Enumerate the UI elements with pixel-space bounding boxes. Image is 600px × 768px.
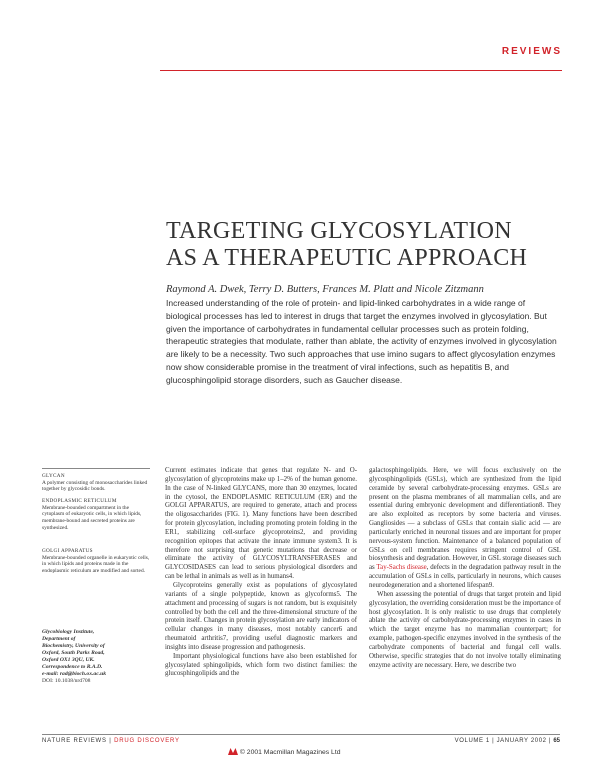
article-title	[166, 218, 566, 272]
glossary-definition: A polymer consisting of monosaccharides linked together by glycosidic bonds.	[42, 479, 148, 493]
paragraph: Glycoproteins generally exist as populations of glycosylated variants of a single polypeptide, known as glycoforms5. The attachment and processing of sugars is not random, but is exquisitely controlled by both the cell and the three-dimensional structure of the protein itself. Changes in protein glycosylation are early indicators of cellular changes in many diseases, most notably cancer6 and rheumatoid arthritis7, providing useful diagnostic markers and insights into disease progression and pathogenesis.	[165, 581, 357, 651]
title-line-1: TARGETING GLYCOSYLATION	[166, 218, 512, 244]
doi: DOI: 10.1038/nrd708	[42, 678, 91, 684]
paragraph-text: galactosphingolipids. Here, we will focus exclusively on the glycosphingolipids (GSLs), which are synthesized from the lipid ceramide by several carbohydrate-processing enzymes. GSLs are present on the plasma membranes of all mammalian cells, and are essential during embryonic development and differentiation8. They are also exploited as receptors by some bacteria and viruses. Gangliosides — a subclass of GSLs that contain sialic acid — are particularly enriched in neuronal tissues and are important for proper nervous-system function. Maintenance of a balanced population of GSLs on cell membranes requires stringent control of GSL biosynthesis and degradation. However, in GSL storage diseases such as	[369, 467, 561, 572]
header-rule	[160, 70, 562, 71]
journal-name: NATURE REVIEWS	[42, 738, 107, 744]
paragraph: Important physiological functions have also been established for glycosylated sphingolipids, which form two distinct families: the glucosphingolipids and the	[165, 652, 357, 678]
paragraph: When assessing the potential of drugs that target protein and lipid glycosylation, the overriding consideration must be the importance of host glycosylation. It is only realistic to use drugs that completely ablate the activity of carbohydrate-processing enzymes in cases in which the target enzyme has no mammalian counterpart; for example, pathogen-specific enzymes involved in the synthesis of the carbohydrate components of bacterial and fungal cell walls. Otherwise, specific strategies that do not involve totally eliminating enzyme activity are necessary. Here, we describe two	[369, 590, 561, 669]
body-column-2	[369, 467, 561, 670]
body-column-1	[165, 467, 357, 679]
copyright-text: © 2001 Macmillan Magazines Ltd	[239, 749, 341, 756]
affiliation-line: Oxford OX1 3QU, UK.	[42, 657, 95, 663]
affiliation-line: Biochemistry, University of	[42, 643, 105, 649]
glossary-golgi	[42, 548, 150, 575]
glossary-glycan	[42, 473, 150, 493]
volume: VOLUME 1	[454, 738, 490, 744]
affiliation-line: Correspondence to R.A.D.	[42, 664, 103, 670]
issue-date: JANUARY 2002	[496, 738, 547, 744]
title-line-2: AS A THERAPEUTIC APPROACH	[166, 245, 528, 271]
glossary-term: ENDOPLASMIC RETICULUM	[42, 498, 117, 504]
footer-journal	[42, 738, 180, 744]
footer-separator: |	[109, 738, 112, 744]
footer-separator: |	[548, 738, 552, 744]
paragraph-text: , defects in the degradation pathway result in the accumulation of GSLs in cells, particularly in neurons, which causes neurodegeneration and a shortened lifespan9.	[369, 564, 561, 589]
affiliation-line: Department of	[42, 636, 76, 642]
footer-copyright	[228, 747, 340, 756]
authors: Raymond A. Dwek, Terry D. Butters, Frances M. Platt and Nicole Zitzmann	[166, 284, 484, 295]
glossary-definition: Membrane-bounded compartment in the cytoplasm of eukaryotic cells, in which lipids, membrane-bound and secreted proteins are synthesized.	[42, 504, 142, 531]
paragraph: Current estimates indicate that genes that regulate N- and O-glycosylation of glycoproteins make up 1–2% of the human genome. In the case of N-linked GLYCANS, more than 30 enzymes, located in the cytosol, the ENDOPLASMIC RETICULUM (ER) and the GOLGI APPARATUS, are required to generate, attach and process the oligosaccharides (FIG. 1). Many functions have been described for protein glycosylation, including promoting protein folding in the ER1, stabilizing cell-surface glycoproteins2, and providing recognition epitopes that activate the innate immune system3. It is therefore not surprising that genetic mutations that decrease or eliminate the activity of GLYCOSYLTRANSFERASES and GLYCOSIDASES can lead to serious physiological disorders and can be lethal in animals as well as in humans4.	[165, 467, 357, 581]
footer-rule	[42, 734, 560, 735]
footer-separator: |	[492, 738, 495, 744]
abstract: Increased understanding of the role of protein- and lipid-linked carbohydrates in a wide range of biological processes has led to interest in drugs that target the enzymes involved in glycosylation. But given the importance of carbohydrates in fundamental cellular processes such as protein folding, therapeutic strategies that modulate, rather than ablate, the activity of enzymes involved in glycosylation are likely to be a necessity. Two such approaches that use imino sugars to affect glycosylation enzymes now show considerable promise in the treatment of viral infections, such as hepatitis B, and glucosphingolipid storage disorders, such as Gaucher disease.	[166, 298, 557, 385]
glossary-definition: Membrane-bounded organelle in eukaryotic cells, in which lipids and proteins made in the endoplasmic reticulum are modified and sorted.	[42, 554, 150, 575]
journal-section: DRUG DISCOVERY	[114, 738, 180, 744]
footer-volume	[455, 738, 560, 744]
tay-sachs-link[interactable]: Tay-Sachs disease	[376, 564, 427, 572]
glossary-term: GLYCAN	[42, 473, 65, 479]
affiliation-line: Oxford, South Parks Road,	[42, 650, 105, 656]
margin-rule	[42, 468, 150, 469]
section-label: REVIEWS	[501, 46, 562, 57]
affiliation-email[interactable]: e-mail: rad@bioch.ox.ac.uk	[42, 671, 107, 677]
glossary-term: GOLGI APPARATUS	[42, 548, 93, 554]
glossary-er	[42, 498, 150, 532]
macmillan-logo-icon	[228, 747, 238, 755]
affiliation-line: Glycobiology Institute,	[42, 629, 95, 635]
page-number: 65	[553, 738, 560, 744]
affiliation	[42, 629, 150, 685]
paragraph	[369, 467, 561, 591]
